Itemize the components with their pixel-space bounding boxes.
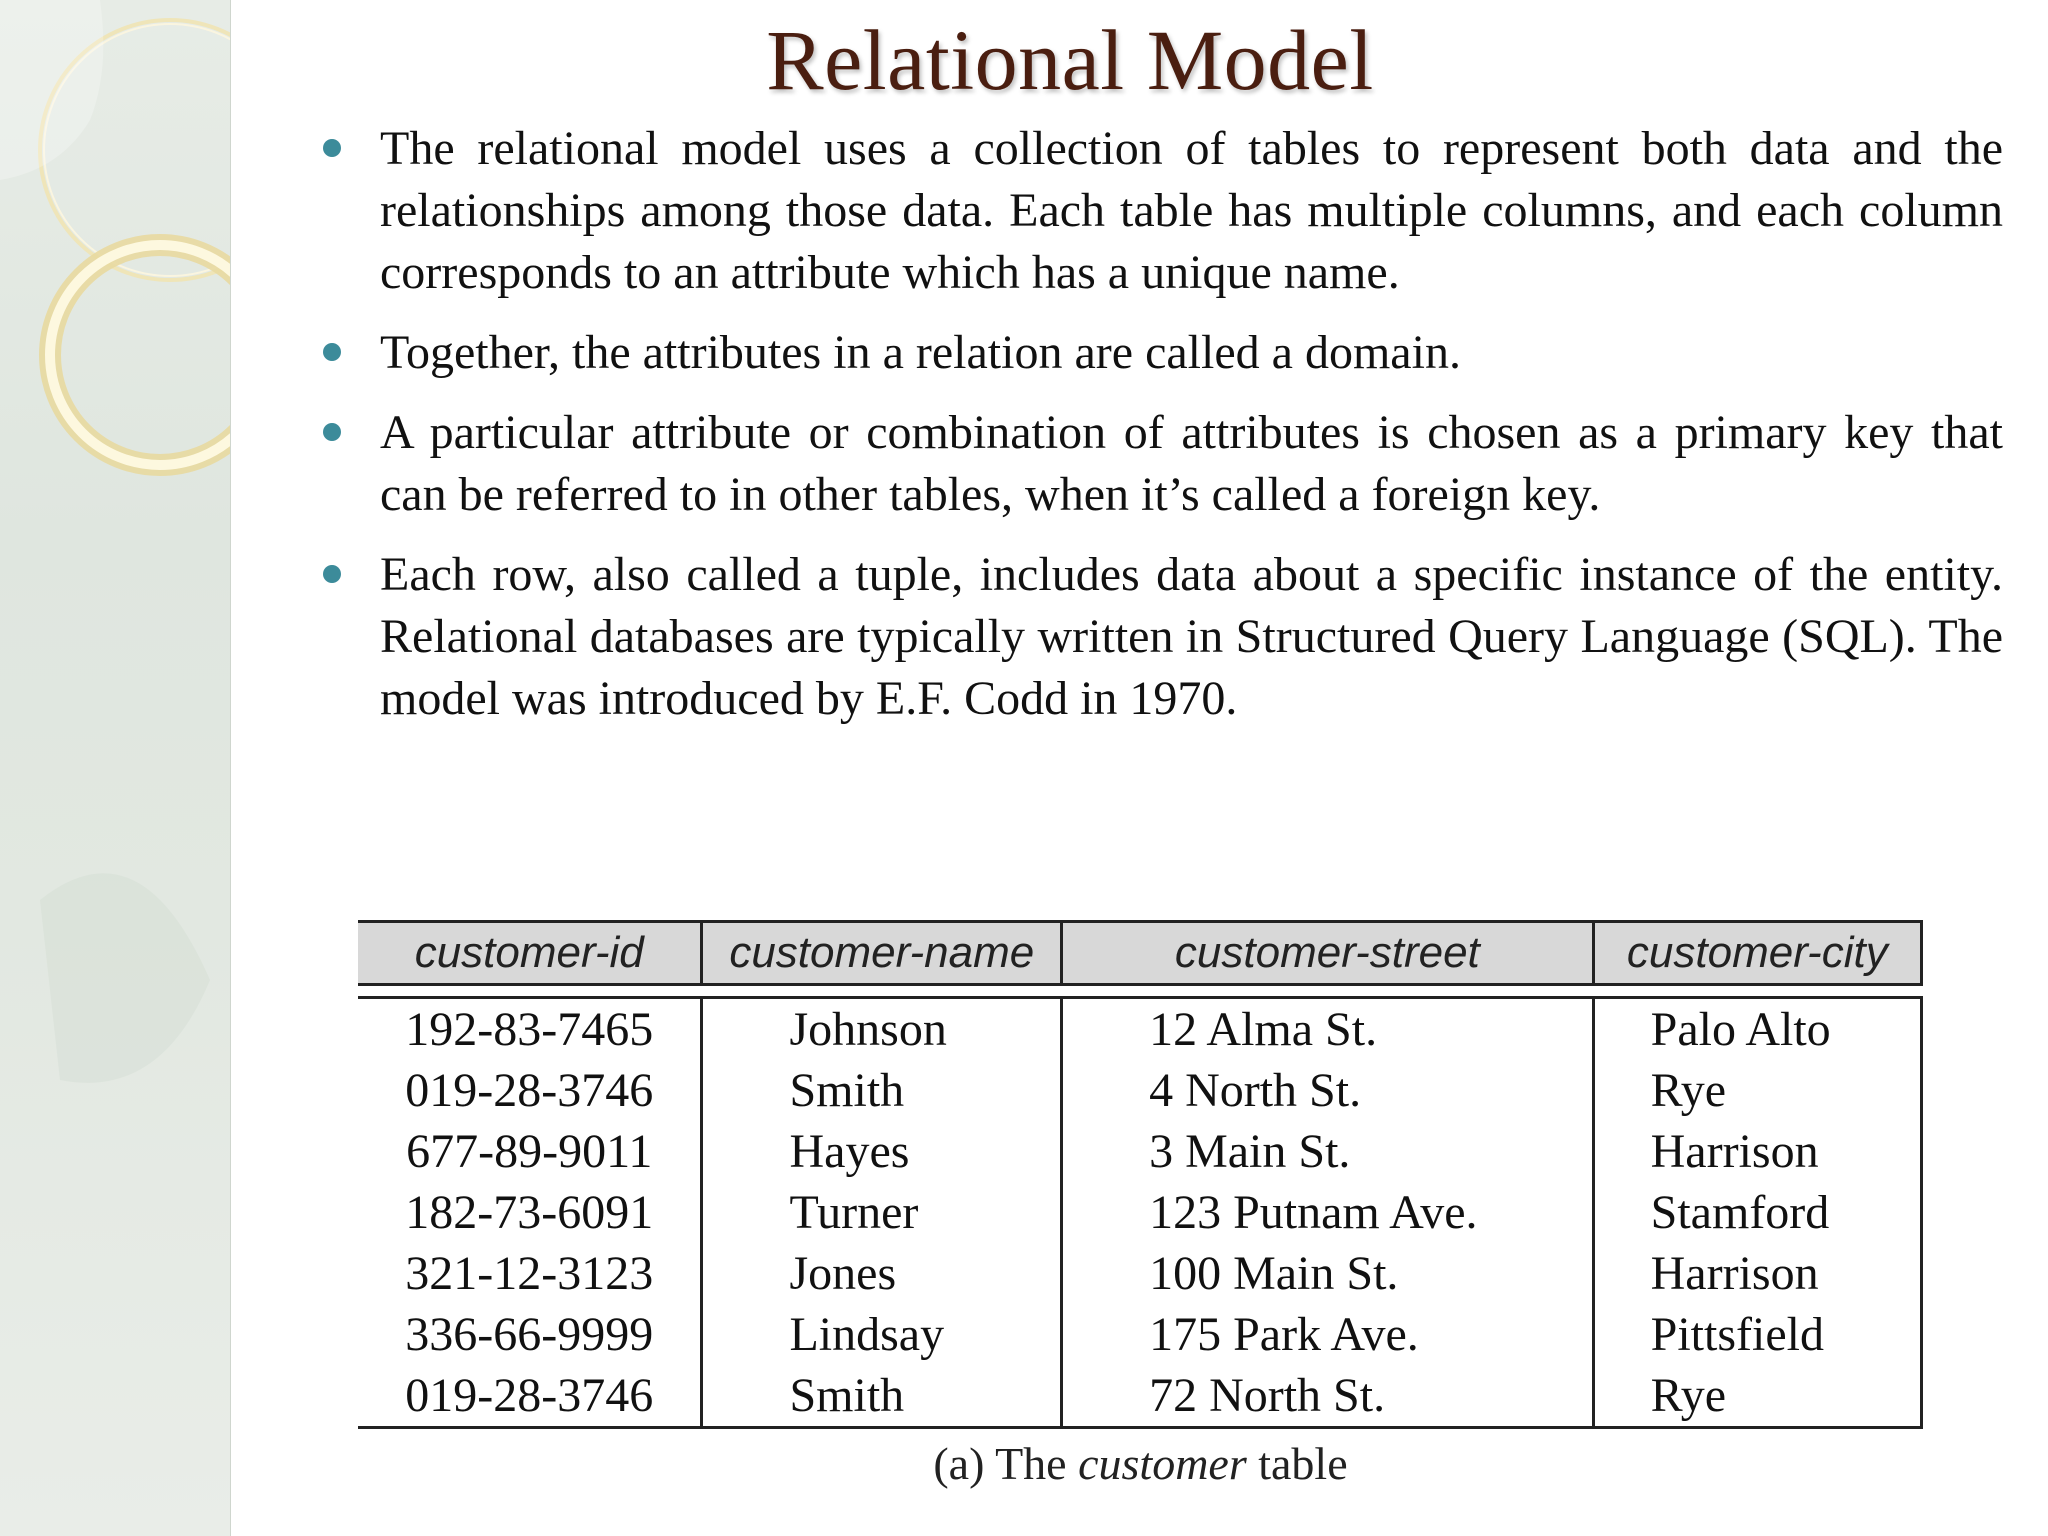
table-row <box>358 1365 1922 1428</box>
bullet-text: A particular attribute or combination of attributes is chosen as a primary key that can be referred to in other tables, when it’s called a foreign key. <box>380 406 2003 521</box>
cell-customer-city: Palo Alto <box>1593 998 1921 1061</box>
caption-suffix: table <box>1258 1438 1348 1489</box>
cell-customer-city: Rye <box>1593 1365 1921 1428</box>
cell-customer-name: Smith <box>702 1365 1062 1428</box>
table-row <box>358 1304 1922 1365</box>
ring-ornament-icon <box>0 0 230 1536</box>
caption-prefix: (a) The <box>933 1438 1067 1489</box>
cell-customer-street: 4 North St. <box>1062 1060 1594 1121</box>
table-header-row <box>358 922 1922 985</box>
cell-customer-street: 12 Alma St. <box>1062 998 1594 1061</box>
bullet-item <box>318 544 2003 730</box>
cell-customer-id: 019-28-3746 <box>405 1064 654 1117</box>
bullet-list <box>318 118 2003 748</box>
cell-customer-id: 192-83-7465 <box>358 998 702 1061</box>
table-row <box>358 1060 1922 1121</box>
cell-customer-city: Harrison <box>1593 1121 1921 1182</box>
bullet-item <box>318 118 2003 304</box>
table-row <box>358 1182 1922 1243</box>
table-caption <box>358 1437 1923 1490</box>
cell-customer-city: Pittsfield <box>1593 1304 1921 1365</box>
bullet-text: Each row, also called a tuple, includes data about a specific instance of the entity. Relational databases are typically written in Structured Query Language (SQL). The model was introduced by E.F. Codd in 1970. <box>380 548 2003 725</box>
cell-customer-id: 677-89-9011 <box>406 1125 653 1178</box>
header-customer-street: customer-street <box>1062 922 1594 985</box>
cell-customer-id: 019-28-3746 <box>358 1365 702 1428</box>
cell-customer-name: Jones <box>702 1243 1062 1304</box>
bullet-text: Together, the attributes in a relation are called a domain. <box>380 326 1461 379</box>
cell-customer-street: 72 North St. <box>1062 1365 1594 1428</box>
header-customer-city: customer-city <box>1593 922 1921 985</box>
cell-customer-street: 175 Park Ave. <box>1062 1304 1594 1365</box>
table-row <box>358 1243 1922 1304</box>
cell-customer-city: Stamford <box>1593 1182 1921 1243</box>
slide-title: Relational Model <box>766 12 1374 108</box>
table-row <box>358 1121 1922 1182</box>
cell-customer-id: 182-73-6091 <box>405 1186 654 1239</box>
header-customer-id: customer-id <box>358 922 702 985</box>
table-row <box>358 998 1922 1061</box>
cell-customer-name: Lindsay <box>702 1304 1062 1365</box>
cell-customer-street: 100 Main St. <box>1062 1243 1594 1304</box>
cell-customer-street: 123 Putnam Ave. <box>1062 1182 1594 1243</box>
cell-customer-name: Smith <box>702 1060 1062 1121</box>
header-customer-name: customer-name <box>702 922 1062 985</box>
bullet-item <box>318 402 2003 526</box>
bullet-dot-icon <box>323 343 341 361</box>
bullet-dot-icon <box>323 139 341 157</box>
cell-customer-name: Johnson <box>702 998 1062 1061</box>
bullet-dot-icon <box>323 565 341 583</box>
cell-customer-name: Hayes <box>702 1121 1062 1182</box>
cell-customer-id: 321-12-3123 <box>405 1247 654 1300</box>
cell-customer-id: 336-66-9999 <box>405 1308 654 1361</box>
cell-customer-name: Turner <box>702 1182 1062 1243</box>
bullet-text: The relational model uses a collection of tables to represent both data and the relationships among those data. Each table has multiple columns, and each column corresponds to an attribute which has a unique name. <box>380 122 2003 299</box>
cell-customer-street: 3 Main St. <box>1062 1121 1594 1182</box>
bullet-item <box>318 322 2003 384</box>
customer-table-figure <box>358 920 1923 1490</box>
customer-table <box>358 920 1923 1429</box>
bullet-dot-icon <box>323 423 341 441</box>
caption-italic: customer <box>1078 1438 1247 1489</box>
cell-customer-city: Harrison <box>1593 1243 1921 1304</box>
cell-customer-city: Rye <box>1593 1060 1921 1121</box>
decorative-sidebar <box>0 0 231 1536</box>
